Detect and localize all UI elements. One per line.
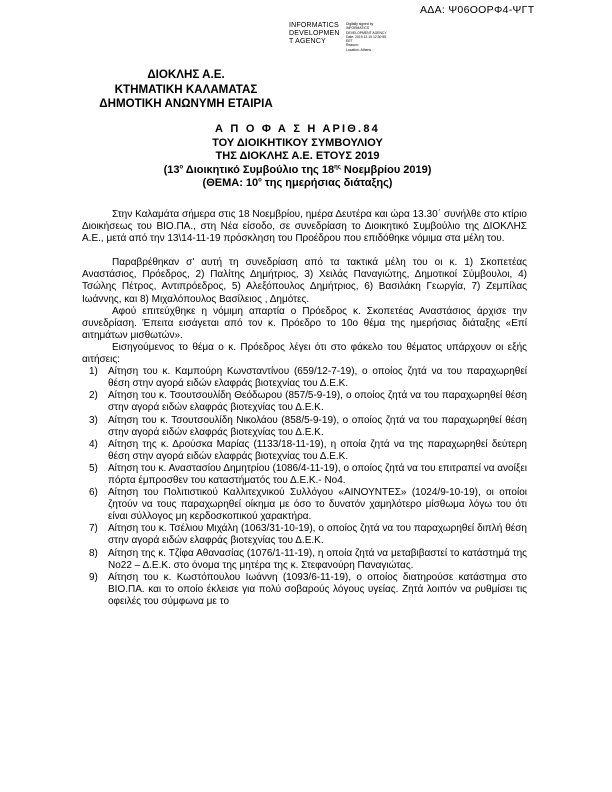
list-item: 8) Αίτηση της κ. Τζίφα Αθανασίας (1076/1-11-19), η οποία ζητά να μεταβιβαστεί το κατάστημά της Νο22 – Δ.Ε.Κ. στο όνομα της μητέρα της κ. Στεφανούρη Παναγιώτας. — [89, 547, 527, 571]
list-item: 1) Αίτηση του κ. Καμπούρη Κωνσταντίνου (659/12-7-19), ο οποίος ζητά να του παραχωρηθεί θέση στην αγορά ειδών ελαφράς βιοτεχνίας του Δ.Ε.Κ. — [89, 366, 527, 390]
organization-header — [92, 68, 280, 112]
paragraph-intro: Εισηγούμενος το θέμα ο κ. Πρόεδρος λέγει ότι στο φάκελο του θέματος υπάρχουν οι εξής αιτήσεις: — [82, 341, 527, 366]
signature-org-line: T AGENCY — [289, 38, 326, 45]
decision-number: Α Π Ο Φ Α Σ Η ΑΡΙΘ.84 — [215, 123, 380, 135]
signature-detail-line: Digitally signed by — [346, 22, 374, 26]
digital-signature-stamp — [289, 22, 429, 58]
signature-detail-line: INFORMATICS — [346, 26, 370, 31]
signature-details — [346, 22, 431, 52]
paragraph-attendees: Παραβρέθηκαν σ' αυτή τη συνεδρίαση από τα τακτικά μέλη του οι κ. 1) Σκοπετέας Αναστάσιος, Πρόεδρος, 2) Παλίτης Δημήτριος, 3) Χειλάς Παναγιώτης, Δημοτικοί Σύμβουλοι, 4) Τσώλης Πέτρος, Αντιπρόεδρος, 5) Αλεξόπουλος Δημήτριος, 6) Βασιλάκη Γεωργία, 7) Ζεμπίλας Ιωάννης, και 8) Μιχαλόπουλος Βασίλειος , Δημότες. — [82, 257, 527, 305]
list-item: 9) Αίτηση του κ. Κωστόπουλου Ιωάννη (1093/6-11-19), ο οποίος διατηρούσε κατάστημα στο ΒΙΟ.ΠΑ. και το οποίο έκλεισε για πολύ σοβαρούς λόγους υγείας. Ζητά λοιπόν να ρυθμίσει τις οφειλές του σύμφωνα με το — [89, 571, 527, 607]
signature-detail-line: Location: Athens — [346, 47, 372, 52]
paragraph-quorum: Αφού επιτεύχθηκε η νόμιμη απαρτία ο Πρόεδρος κ. Σκοπετέας Αναστάσιος άρχισε την συνεδρίαση. Έπειτα εισάγεται από τον κ. Πρόεδρο το 10ο θέμα της ημερήσιας διάταξης «Επί αιτημάτων μισθωτών». — [82, 305, 527, 341]
ada-code: ΑΔΑ: Ψ06ΟΟΡΦ4-ΨΓΤ — [420, 4, 535, 16]
org-subtitle: ΚΤΗΜΑΤΙΚΗ ΚΑΛΑΜΑΤΑΣ — [114, 82, 258, 96]
list-item: 7) Αίτηση του κ. Τσέλιου Μιχάλη (1063/31-10-19), ο οποίος ζητά να του παραχωρηθεί διπλή θέση στην αγορά ειδών ελαφράς βιοτεχνίας του Δ.Ε.Κ. — [89, 523, 527, 547]
list-item: 6) Αίτηση του Πολιτιστικού Καλλιτεχνικού Συλλόγου «ΑΙΝΟΥΝΤΕΣ» (1024/9-10-19), οι οποίοι ζητούν να τους παραχωρηθεί οίκημα με όσο το δυνατόν χαμηλότερο μίσθωμα λόγω του ότι είναι σύλλογος μη κερδοσκοπικού χαρακτήρα. — [89, 487, 527, 523]
applications-list — [82, 366, 527, 608]
signature-org-line: INFORMATICS — [289, 22, 339, 29]
org-type: ΔΗΜΟΤΙΚΗ ΑΝΩΝΥΜΗ ΕΤΑΙΡΙΑ — [99, 97, 273, 110]
paragraph-meeting: Στην Καλαμάτα σήμερα στις 18 Νοεμβρίου, ημέρα Δευτέρα και ώρα 13.30΄ συνήλθε στο κτίριο Διοικήσεως του ΒΙΟ.ΠΑ., στη Νέα είσοδο, σε συνεδρίαση το Διοικητικό Συμβούλιο της ΔΙΟΚΛΗΣ Α.Ε., μετά από την 13\14-11-19 πρόσκληση του Προέδρου που επιδόθηκε νόμιμα στα μέλη του. — [82, 209, 527, 245]
decision-topic: (ΘΕΜΑ: $10^o$ της ημερήσιας διάταξης) — [202, 177, 393, 189]
document-body — [82, 209, 527, 608]
decision-board: ΤΟΥ ΔΙΟΙΚΗΤΙΚΟΥ ΣΥΜΒΟΥΛΙΟΥ — [212, 136, 383, 149]
list-item: 2) Αίτηση του κ. Τσουτσουλίδη Θεόδωρου (857/5-9-19), ο οποίος ζητά να του παραχωρηθεί θέση στην αγορά ειδών ελαφράς βιοτεχνίας του Δ.Ε.Κ. — [89, 390, 527, 414]
signature-org-line: DEVELOPMEN — [289, 30, 340, 37]
decision-session: ($13^o$ Διοικητικό Συμβούλιο της $18^{\eta\varsigma}$ Νοεμβρίου 2019) — [163, 163, 432, 176]
list-item: 5) Αίτηση του κ. Αναστασίου Δημητρίου (1086/4-11-19), ο οποίος ζητά να του επιτραπεί να ανοίξει πόρτα έμπροσθεν του καταστήματός του Δ.Ε.Κ.- Νο4. — [89, 462, 527, 486]
list-item: 3) Αίτηση του κ. Τσουτσουλίδη Νικολάου (858/5-9-19), ο οποίος ζητά να του παραχωρηθεί θέση στην αγορά ειδών ελαφράς βιοτεχνίας του Δ.Ε.Κ. — [89, 414, 527, 438]
signature-organization — [289, 22, 345, 46]
signature-detail-line: Date: 2019.12.10 12:30:55 — [346, 34, 387, 39]
signature-detail-line: EET — [346, 39, 353, 44]
signature-detail-line: Reason: — [346, 43, 359, 48]
org-name: ΔΙΟΚΛΗΣ Α.Ε. — [147, 68, 225, 81]
list-item: 4) Αίτηση της κ. Δρούσκα Μαρίας (1133/18-11-19), η οποία ζητά να της παραχωρηθεί δεύτερη θέση στην αγορά ειδών ελαφράς βιοτεχνίας του Δ.Ε.Κ. — [89, 438, 527, 462]
signature-detail-line: DEVELOPMENT AGENCY — [346, 30, 387, 35]
decision-title — [130, 123, 465, 191]
decision-year: ΤΗΣ ΔΙΟΚΛΗΣ Α.Ε. ΕΤΟΥΣ 2019 — [215, 150, 380, 162]
